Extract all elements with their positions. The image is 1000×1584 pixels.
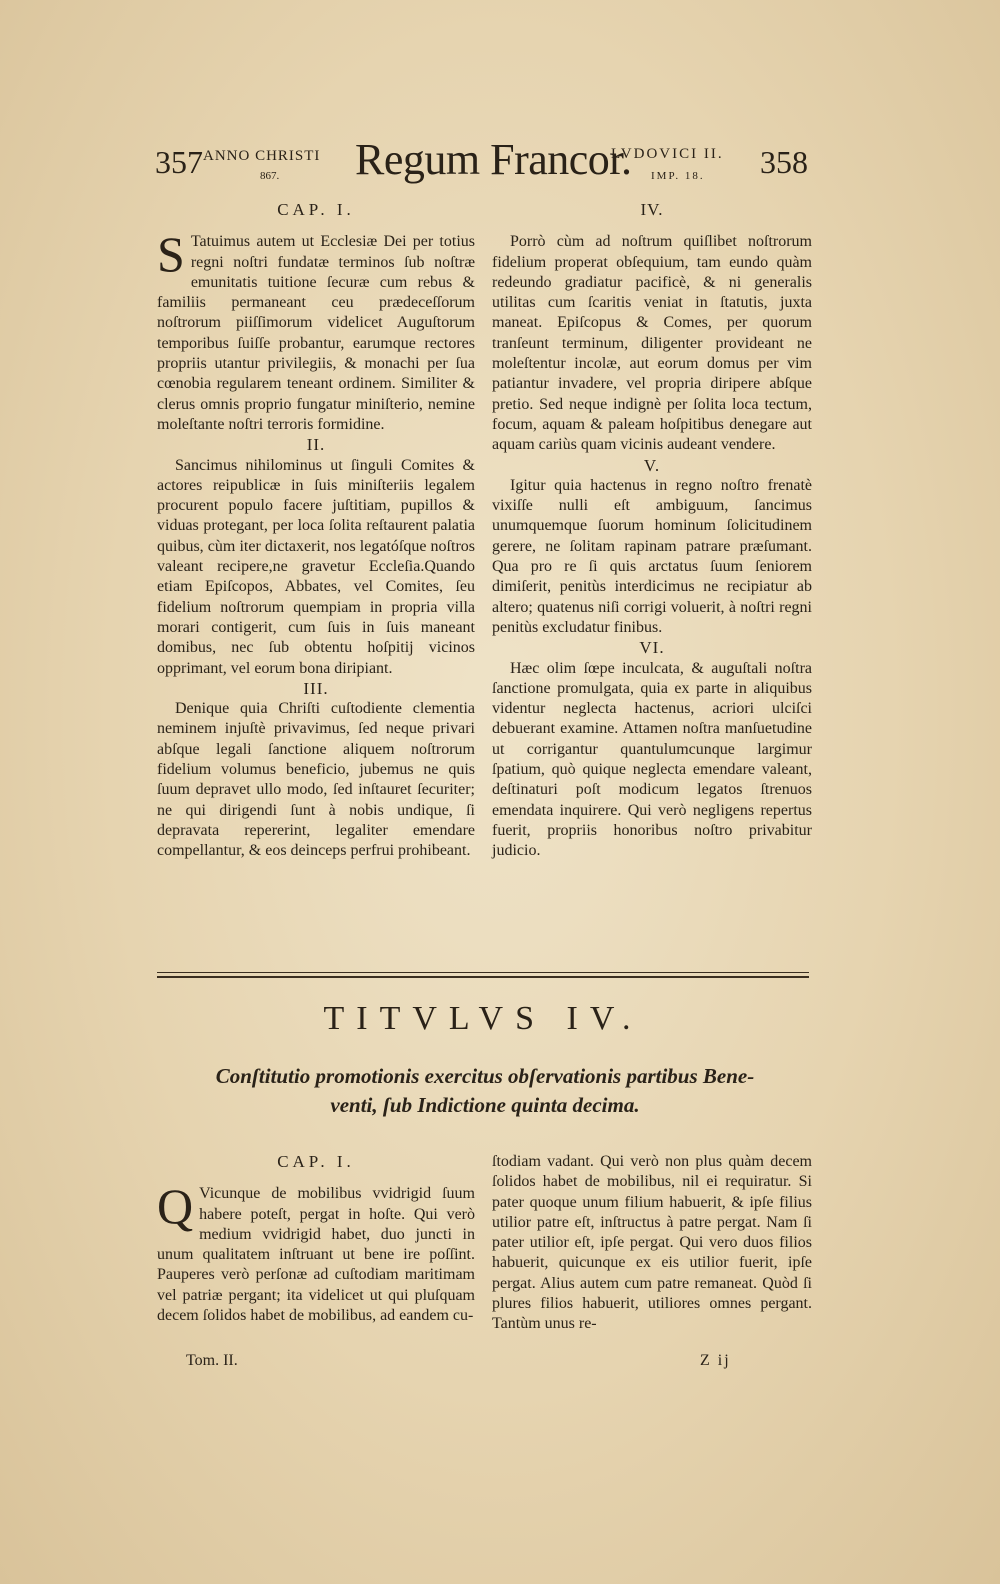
page-number-left: 357	[155, 144, 203, 180]
imperial-year: IMP. 18.	[651, 170, 705, 182]
page-number-right: 358	[760, 144, 808, 180]
divider-rule	[157, 972, 809, 973]
titulus-heading: TITVLVS IV.	[323, 1000, 643, 1037]
drop-cap: Q	[157, 1178, 194, 1235]
titulus-subtitle	[150, 1062, 820, 1120]
section-number: III.	[303, 678, 329, 698]
column-left-top	[157, 200, 475, 862]
ludovici-label: LVDOVICI II.	[611, 146, 724, 162]
paragraph: Vicunque de mobilibus vvidrigid ſuum habere poteſt, pergat in hoſte. Qui verò medium vvidrigid habet, duo juncti in unum qualitatem inſtruant ut bene ire poſſint. Pauperes verò perſonæ ad cuſtodiam maritimam vel patriæ pergant; ita videlicet ut qui pluſquam decem ſolidos habet de mobilibus, ad eandem cu-	[157, 1185, 475, 1325]
volume-footer: Tom. II.	[186, 1352, 238, 1369]
paragraph: Hæc olim ſœpe inculcata, & auguſtali noſtra ſanctione promulgata, quia ex parte in aliquibus videntur neglecta hactenus, acriori ulciſci debuerant examine. Attamen noſtra manſuetudine ut corrigantur quantulumcunque largimur ſpatium, quò quique neglecta emendare valeant, deſtinaturi poſt modicum legatos ſtrenuos emendata inquirere. Qui verò negligens repertus fuerit, propriis honoribus noſtro privabitur judicio.	[492, 659, 812, 860]
paragraph: Porrò cùm ad noſtrum quiſlibet noſtrorum fidelium properat obſequium, tam eundo quàm redeundo gradiatur pacificè, & ni generalis utilitas cum ſcaritis veniat in ſtatutis, juxta maneat. Epiſcopus & Comes, per quorum tranſeunt terminum, diligenter provideant ne moleſtentur incolæ, aut eorum domus per vim patiantur invadere, vel propria diripere abſque pretio. Sed neque indignè per ſolita loca tectum, focum, aquam & paleam hoſpitibus denegare aut aquam cariùs quam vicinis audeant vendere.	[492, 233, 812, 454]
paragraph: Sancimus nihilominus ut ſinguli Comites & actores reipublicæ in ſuis miniſteriis legalem procurent populo facere juſtitiam, pupillos & viduas protegant, per loca ſolita reſtaurent palatia quibus, cùm iter dictaxerit, nos legatóſque noſtros valeant recipere,ne gravetur Eccleſia.Quando etiam Epiſcopos, Abbates, vel Comites, ſeu fidelium noſtrorum quempiam in propria villa morari contigerit, cum ſuis in ſuis maneant domibus, nec ſub obtentu hoſpitij vicinos opprimant, vel eorum bona diripiant.	[157, 456, 475, 677]
anno-christi: ANNO CHRISTI	[203, 148, 321, 164]
anno-year: 867.	[260, 170, 280, 182]
section-number: IV.	[640, 200, 664, 219]
running-title: Regum Francor.	[355, 135, 632, 184]
section-number: V.	[643, 455, 661, 475]
signature-mark: Z ij	[700, 1352, 731, 1369]
drop-cap: S	[157, 226, 185, 283]
chapter-heading: CAP. I.	[277, 200, 355, 219]
section-number: II.	[306, 435, 326, 455]
chapter-heading: CAP. I.	[277, 1152, 355, 1171]
section-number: VI.	[639, 638, 665, 658]
divider-rule	[157, 976, 809, 978]
column-right-top	[492, 200, 812, 862]
column-left-bottom	[157, 1152, 475, 1326]
subtitle-line: venti, ſub Indictione quinta decima.	[330, 1093, 640, 1117]
paragraph: Igitur quia hactenus in regno noſtro frenatè vixiſſe nulli eſt ambiguum, ſancimus unumquemque ſuorum hominum ſolicitudinem gerere, ne ſolitam rapinam patrare præſumant. Qua pro re ſi quis arctatus ſuum ſeniorem dimiſerit, penitùs interdicimus ne recipiatur ab altero; quatenus niſi corrigi voluerit, à noſtri regni penitùs excludatur finibus.	[492, 476, 812, 636]
subtitle-line: Conſtitutio promotionis exercitus obſervationis partibus Bene-	[215, 1064, 755, 1088]
paragraph: Denique quia Chriſti cuſtodiente clementia neminem injuſtè privavimus, ſed neque privari abſque legali ſanctione aliquem noſtrorum fidelium volumus beneficio, jubemus ne quis ſuum depravet ullo modo, ſed inſtauret ſecuriter; ne qui dirigendi ſunt à nobis undique, ſi depravata repererint, legaliter emendare compellantur, & eos deinceps perfrui prohibeant.	[157, 700, 475, 860]
page-header	[155, 135, 815, 190]
paragraph: ſtodiam vadant. Qui verò non plus quàm decem ſolidos habet de mobilibus, nil ei requiratur. Si pater quoque unum filium habuerit, & ipſe filius utilior patre eſt, inſtructus à patre pergat. Nam ſi pater utilior eſt, ipſe pergat. Qui vero duos filios habuerit, quicunque ex eis utilior fuerit, ipſe pergat. Alius autem cum patre remaneat. Quòd ſi plures filios habuerit, utiliores omnes pergant. Tantùm unus re-	[492, 1153, 812, 1333]
paragraph: Tatuimus autem ut Ecclesiæ Dei per totius regni noſtri fundatæ terminos ſub noſtræ emunitatis tuitione ſecuræ cum rebus & familiis permaneant ceu prædeceſſorum noſtrorum piiſſimorum videlicet Auguſtorum temporibus ſuiſſe probantur, earumque rectores propriis utantur privilegiis, & monachi per ſua cœnobia regularem teneant ordinem. Similiter & clerus omnis proprio fungatur miniſterio, nemine moleſtante noſtri terroris formidine.	[157, 233, 475, 433]
column-right-bottom	[492, 1152, 812, 1335]
